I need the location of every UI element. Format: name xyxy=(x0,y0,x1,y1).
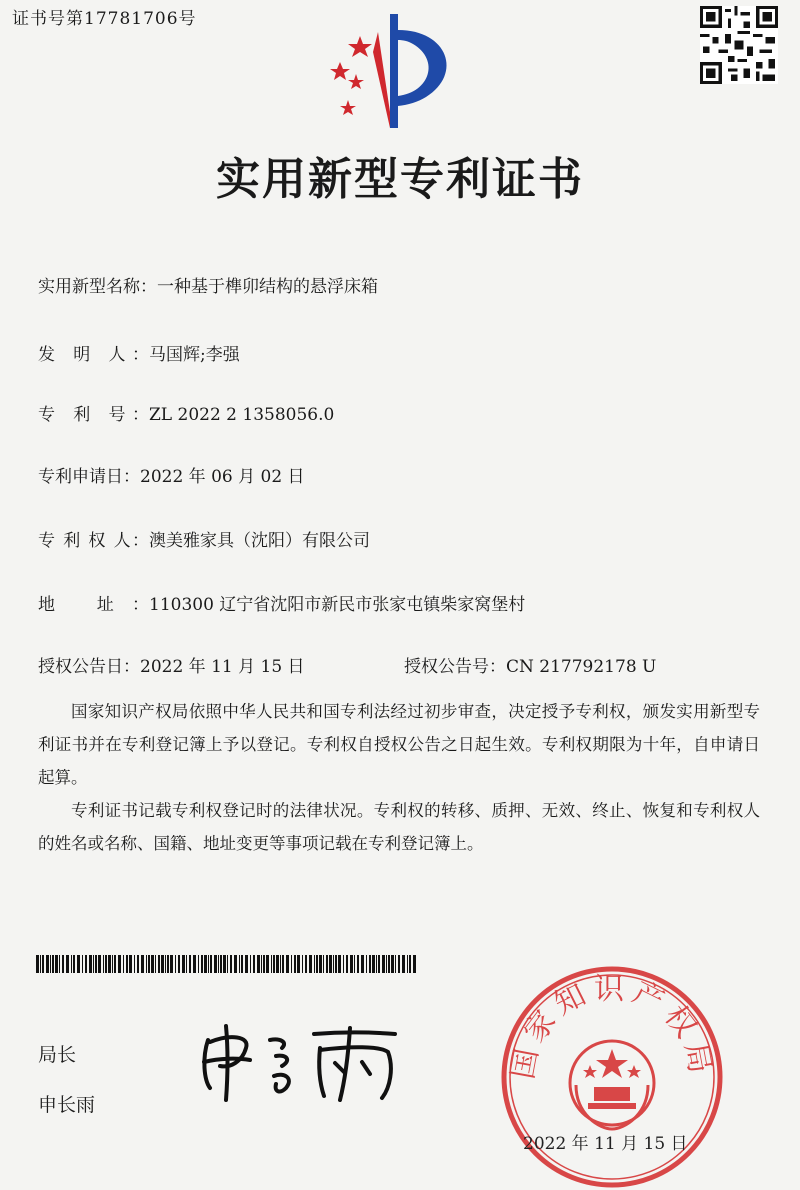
utility-name-label: 实用新型名称： xyxy=(38,277,157,297)
patentee-value: 澳美雅家具（沈阳）有限公司 xyxy=(149,531,370,551)
cnipa-logo-icon xyxy=(318,12,468,130)
legal-paragraph: 国家知识产权局依照中华人民共和国专利法经过初步审查，决定授予专利权，颁发实用新型专利证书并在专利登记簿上予以登记。专利权自授权公告之日起生效。专利权期限为十年，自申请日起算。 xyxy=(38,702,760,787)
address-label: 地 址： xyxy=(38,595,149,615)
patent-number-value: ZL 2022 2 1358056.0 xyxy=(149,405,335,425)
grant-date-row xyxy=(38,652,305,677)
certificate-title: 实用新型专利证书 xyxy=(216,154,584,205)
grant-date-label: 授权公告日： xyxy=(38,657,140,677)
filing-date-row xyxy=(38,462,305,487)
inventor-value: 马国辉;李强 xyxy=(149,345,240,365)
address-row xyxy=(38,590,525,615)
filing-date-value: 2022 年 06 月 02 日 xyxy=(140,467,305,487)
inventor-row xyxy=(38,340,240,365)
grant-number-label: 授权公告号： xyxy=(404,657,506,677)
patentee-label: 专 利 权 人： xyxy=(38,531,149,551)
inventor-label: 发 明 人： xyxy=(38,345,149,365)
address-value: 110300 辽宁省沈阳市新民市张家屯镇柴家窝堡村 xyxy=(149,595,526,615)
filing-date-label: 专利申请日： xyxy=(38,467,140,487)
barcode-icon xyxy=(36,955,416,973)
issue-date: 2022 年 11 月 15 日 xyxy=(523,1134,688,1154)
certificate-number: 证书号第17781706号 xyxy=(12,9,197,29)
grant-number-row xyxy=(404,652,656,677)
director-signature xyxy=(190,1018,410,1103)
utility-name-row xyxy=(38,272,378,297)
qr-code-icon xyxy=(700,6,778,84)
official-seal xyxy=(500,965,725,1190)
utility-name-value: 一种基于榫卯结构的悬浮床箱 xyxy=(157,277,378,297)
director-title: 局长 xyxy=(38,1044,77,1066)
patentee-row xyxy=(38,526,370,551)
seal-text: 国家知识产权局 xyxy=(505,971,719,1082)
grant-number-value: CN 217792178 U xyxy=(506,657,657,677)
legal-paragraph: 专利证书记载专利权登记时的法律状况。专利权的转移、质押、无效、终止、恢复和专利权人的姓名或名称、国籍、地址变更等事项记载在专利登记簿上。 xyxy=(38,801,760,853)
director-name: 申长雨 xyxy=(38,1094,96,1116)
patent-number-label: 专 利 号： xyxy=(38,405,149,425)
grant-date-value: 2022 年 11 月 15 日 xyxy=(140,657,305,677)
patent-number-row xyxy=(38,400,334,425)
